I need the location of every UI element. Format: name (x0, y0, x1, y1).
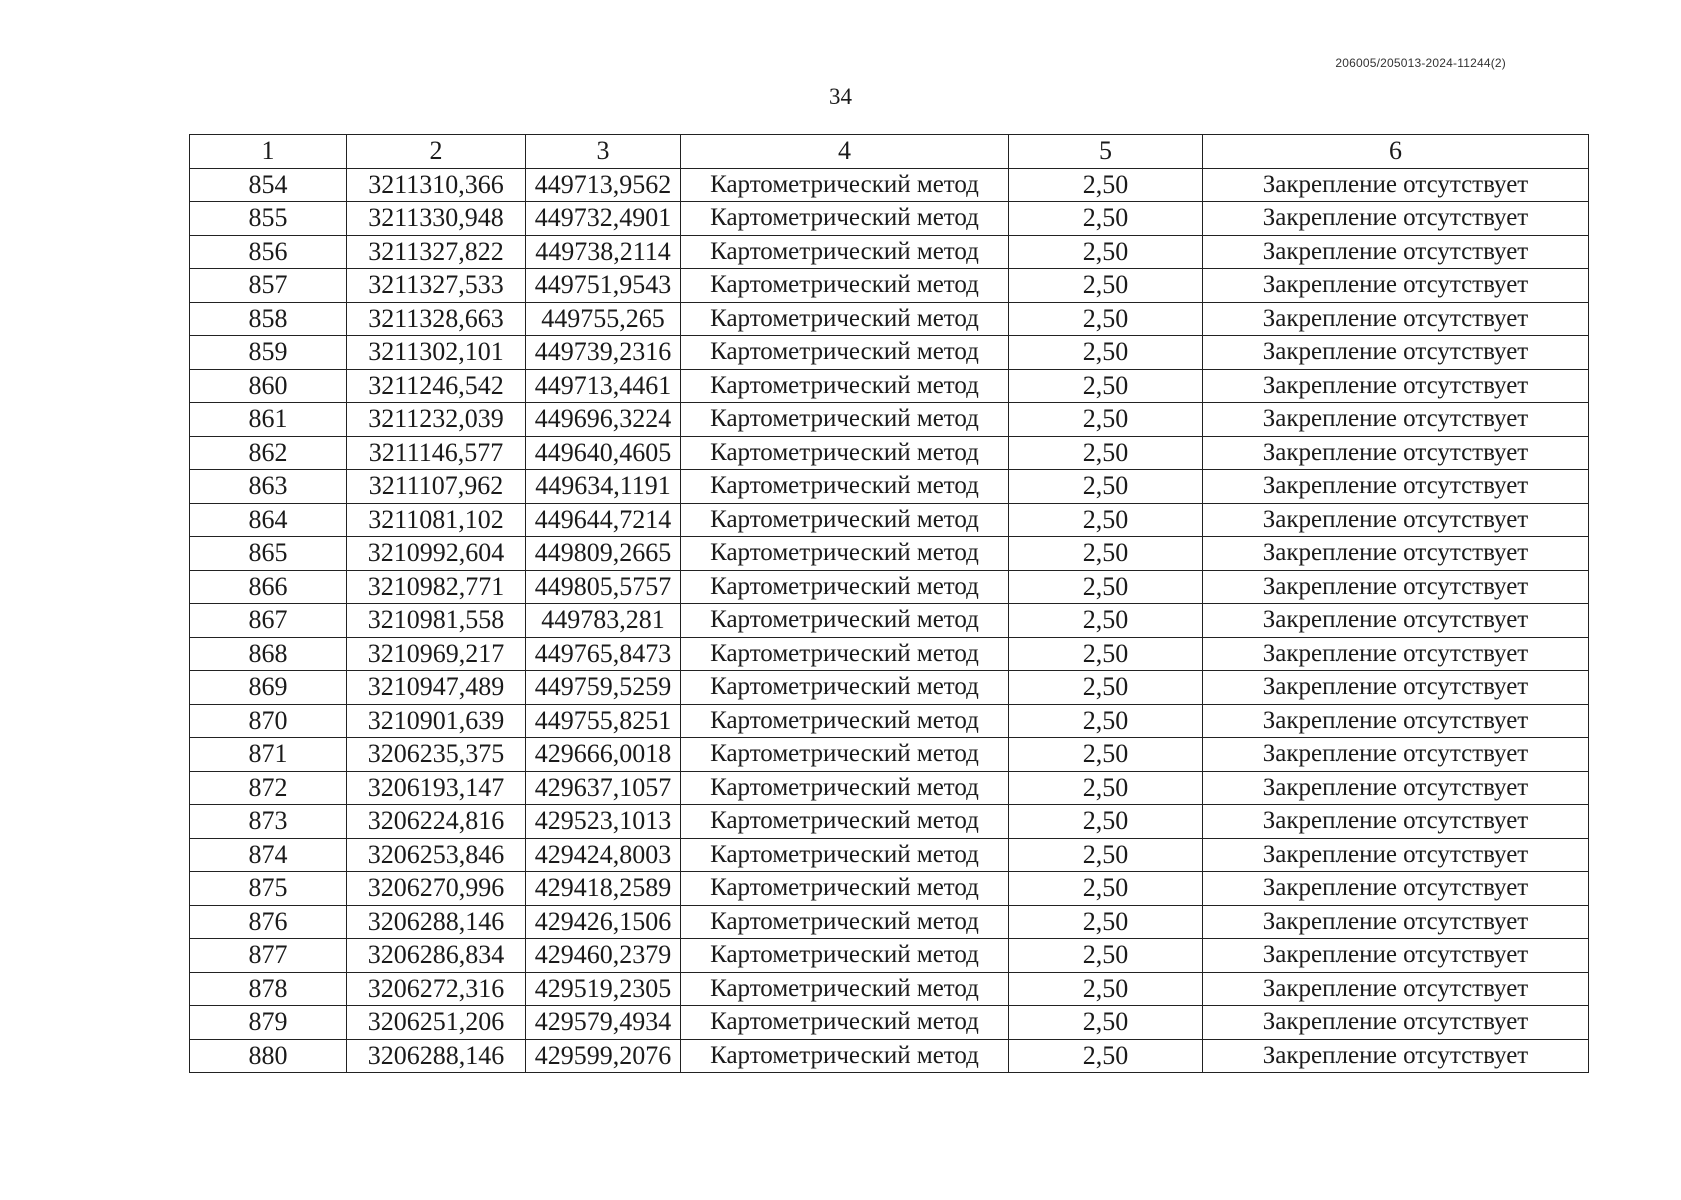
table-header-row (190, 135, 1589, 169)
accuracy-cell: 2,50 (1009, 771, 1203, 805)
x-coordinate-cell: 3206224,816 (347, 805, 526, 839)
table-row (190, 302, 1589, 336)
table-row (190, 570, 1589, 604)
accuracy-cell: 2,50 (1009, 738, 1203, 772)
fixation-cell: Закрепление отсутствует (1203, 503, 1589, 537)
fixation-cell: Закрепление отсутствует (1203, 570, 1589, 604)
x-coordinate-cell: 3206253,846 (347, 838, 526, 872)
method-cell: Картометрический метод (681, 805, 1009, 839)
fixation-cell: Закрепление отсутствует (1203, 302, 1589, 336)
fixation-cell: Закрепление отсутствует (1203, 637, 1589, 671)
fixation-cell: Закрепление отсутствует (1203, 671, 1589, 705)
fixation-cell: Закрепление отсутствует (1203, 905, 1589, 939)
method-cell: Картометрический метод (681, 403, 1009, 437)
y-coordinate-cell: 429426,1506 (526, 905, 681, 939)
accuracy-cell: 2,50 (1009, 972, 1203, 1006)
point-number-cell: 858 (190, 302, 347, 336)
y-coordinate-cell: 449765,8473 (526, 637, 681, 671)
x-coordinate-cell: 3211146,577 (347, 436, 526, 470)
fixation-cell: Закрепление отсутствует (1203, 235, 1589, 269)
table-row (190, 939, 1589, 973)
accuracy-cell: 2,50 (1009, 1039, 1203, 1073)
x-coordinate-cell: 3211232,039 (347, 403, 526, 437)
y-coordinate-cell: 449738,2114 (526, 235, 681, 269)
table-row (190, 1039, 1589, 1073)
method-cell: Картометрический метод (681, 503, 1009, 537)
y-coordinate-cell: 449755,8251 (526, 704, 681, 738)
fixation-cell: Закрепление отсутствует (1203, 1039, 1589, 1073)
y-coordinate-cell: 429519,2305 (526, 972, 681, 1006)
accuracy-cell: 2,50 (1009, 269, 1203, 303)
point-number-cell: 874 (190, 838, 347, 872)
x-coordinate-cell: 3211327,533 (347, 269, 526, 303)
y-coordinate-cell: 449751,9543 (526, 269, 681, 303)
point-number-cell: 879 (190, 1006, 347, 1040)
x-coordinate-cell: 3210982,771 (347, 570, 526, 604)
method-cell: Картометрический метод (681, 235, 1009, 269)
fixation-cell: Закрепление отсутствует (1203, 537, 1589, 571)
method-cell: Картометрический метод (681, 604, 1009, 638)
accuracy-cell: 2,50 (1009, 939, 1203, 973)
fixation-cell: Закрепление отсутствует (1203, 168, 1589, 202)
point-number-cell: 866 (190, 570, 347, 604)
method-cell: Картометрический метод (681, 202, 1009, 236)
accuracy-cell: 2,50 (1009, 604, 1203, 638)
x-coordinate-cell: 3211330,948 (347, 202, 526, 236)
point-number-cell: 855 (190, 202, 347, 236)
point-number-cell: 863 (190, 470, 347, 504)
y-coordinate-cell: 429666,0018 (526, 738, 681, 772)
method-cell: Картометрический метод (681, 939, 1009, 973)
y-coordinate-cell: 449755,265 (526, 302, 681, 336)
table-row (190, 972, 1589, 1006)
fixation-cell: Закрепление отсутствует (1203, 704, 1589, 738)
method-cell: Картометрический метод (681, 738, 1009, 772)
table-row (190, 771, 1589, 805)
fixation-cell: Закрепление отсутствует (1203, 872, 1589, 906)
x-coordinate-cell: 3211246,542 (347, 369, 526, 403)
accuracy-cell: 2,50 (1009, 671, 1203, 705)
table-row (190, 436, 1589, 470)
header-cell: 3 (526, 135, 681, 169)
method-cell: Картометрический метод (681, 1039, 1009, 1073)
y-coordinate-cell: 449783,281 (526, 604, 681, 638)
x-coordinate-cell: 3211328,663 (347, 302, 526, 336)
method-cell: Картометрический метод (681, 302, 1009, 336)
x-coordinate-cell: 3206288,146 (347, 905, 526, 939)
y-coordinate-cell: 429523,1013 (526, 805, 681, 839)
table-row (190, 1006, 1589, 1040)
x-coordinate-cell: 3206193,147 (347, 771, 526, 805)
header-cell: 4 (681, 135, 1009, 169)
x-coordinate-cell: 3210992,604 (347, 537, 526, 571)
x-coordinate-cell: 3206251,206 (347, 1006, 526, 1040)
point-number-cell: 877 (190, 939, 347, 973)
method-cell: Картометрический метод (681, 537, 1009, 571)
point-number-cell: 868 (190, 637, 347, 671)
fixation-cell: Закрепление отсутствует (1203, 805, 1589, 839)
table-body (190, 135, 1589, 1073)
x-coordinate-cell: 3206272,316 (347, 972, 526, 1006)
fixation-cell: Закрепление отсутствует (1203, 470, 1589, 504)
accuracy-cell: 2,50 (1009, 436, 1203, 470)
fixation-cell: Закрепление отсутствует (1203, 269, 1589, 303)
point-number-cell: 873 (190, 805, 347, 839)
table-row (190, 369, 1589, 403)
table-row (190, 604, 1589, 638)
header-cell: 5 (1009, 135, 1203, 169)
x-coordinate-cell: 3210947,489 (347, 671, 526, 705)
accuracy-cell: 2,50 (1009, 704, 1203, 738)
table-row (190, 503, 1589, 537)
fixation-cell: Закрепление отсутствует (1203, 1006, 1589, 1040)
method-cell: Картометрический метод (681, 671, 1009, 705)
fixation-cell: Закрепление отсутствует (1203, 972, 1589, 1006)
table-row (190, 269, 1589, 303)
point-number-cell: 864 (190, 503, 347, 537)
accuracy-cell: 2,50 (1009, 537, 1203, 571)
point-number-cell: 869 (190, 671, 347, 705)
accuracy-cell: 2,50 (1009, 202, 1203, 236)
accuracy-cell: 2,50 (1009, 637, 1203, 671)
fixation-cell: Закрепление отсутствует (1203, 403, 1589, 437)
fixation-cell: Закрепление отсутствует (1203, 939, 1589, 973)
y-coordinate-cell: 449809,2665 (526, 537, 681, 571)
method-cell: Картометрический метод (681, 637, 1009, 671)
document-id: 206005/205013-2024-11244(2) (1335, 56, 1506, 70)
table-row (190, 671, 1589, 705)
table-row (190, 537, 1589, 571)
x-coordinate-cell: 3210969,217 (347, 637, 526, 671)
x-coordinate-cell: 3211302,101 (347, 336, 526, 370)
header-cell: 2 (347, 135, 526, 169)
x-coordinate-cell: 3210901,639 (347, 704, 526, 738)
table-row (190, 637, 1589, 671)
coordinates-table-container (189, 134, 1588, 1073)
accuracy-cell: 2,50 (1009, 168, 1203, 202)
method-cell: Картометрический метод (681, 436, 1009, 470)
y-coordinate-cell: 449759,5259 (526, 671, 681, 705)
accuracy-cell: 2,50 (1009, 403, 1203, 437)
y-coordinate-cell: 449644,7214 (526, 503, 681, 537)
accuracy-cell: 2,50 (1009, 570, 1203, 604)
method-cell: Картометрический метод (681, 369, 1009, 403)
method-cell: Картометрический метод (681, 336, 1009, 370)
x-coordinate-cell: 3206286,834 (347, 939, 526, 973)
fixation-cell: Закрепление отсутствует (1203, 738, 1589, 772)
table-row (190, 235, 1589, 269)
x-coordinate-cell: 3210981,558 (347, 604, 526, 638)
point-number-cell: 857 (190, 269, 347, 303)
accuracy-cell: 2,50 (1009, 235, 1203, 269)
accuracy-cell: 2,50 (1009, 838, 1203, 872)
point-number-cell: 880 (190, 1039, 347, 1073)
table-row (190, 905, 1589, 939)
header-cell: 1 (190, 135, 347, 169)
point-number-cell: 860 (190, 369, 347, 403)
table-row (190, 805, 1589, 839)
fixation-cell: Закрепление отсутствует (1203, 369, 1589, 403)
y-coordinate-cell: 429460,2379 (526, 939, 681, 973)
accuracy-cell: 2,50 (1009, 336, 1203, 370)
y-coordinate-cell: 449805,5757 (526, 570, 681, 604)
y-coordinate-cell: 429424,8003 (526, 838, 681, 872)
point-number-cell: 861 (190, 403, 347, 437)
point-number-cell: 854 (190, 168, 347, 202)
x-coordinate-cell: 3206288,146 (347, 1039, 526, 1073)
accuracy-cell: 2,50 (1009, 369, 1203, 403)
y-coordinate-cell: 429637,1057 (526, 771, 681, 805)
point-number-cell: 878 (190, 972, 347, 1006)
method-cell: Картометрический метод (681, 704, 1009, 738)
coordinates-table (189, 134, 1589, 1073)
method-cell: Картометрический метод (681, 972, 1009, 1006)
table-row (190, 738, 1589, 772)
table-row (190, 704, 1589, 738)
y-coordinate-cell: 449696,3224 (526, 403, 681, 437)
table-row (190, 403, 1589, 437)
accuracy-cell: 2,50 (1009, 805, 1203, 839)
table-row (190, 202, 1589, 236)
y-coordinate-cell: 449713,9562 (526, 168, 681, 202)
table-row (190, 336, 1589, 370)
y-coordinate-cell: 429579,4934 (526, 1006, 681, 1040)
y-coordinate-cell: 449732,4901 (526, 202, 681, 236)
x-coordinate-cell: 3206270,996 (347, 872, 526, 906)
accuracy-cell: 2,50 (1009, 302, 1203, 336)
method-cell: Картометрический метод (681, 168, 1009, 202)
y-coordinate-cell: 449640,4605 (526, 436, 681, 470)
y-coordinate-cell: 449713,4461 (526, 369, 681, 403)
page-number: 34 (829, 84, 852, 109)
point-number-cell: 867 (190, 604, 347, 638)
accuracy-cell: 2,50 (1009, 905, 1203, 939)
fixation-cell: Закрепление отсутствует (1203, 604, 1589, 638)
fixation-cell: Закрепление отсутствует (1203, 838, 1589, 872)
fixation-cell: Закрепление отсутствует (1203, 436, 1589, 470)
x-coordinate-cell: 3211310,366 (347, 168, 526, 202)
method-cell: Картометрический метод (681, 838, 1009, 872)
table-row (190, 838, 1589, 872)
point-number-cell: 856 (190, 235, 347, 269)
x-coordinate-cell: 3211107,962 (347, 470, 526, 504)
y-coordinate-cell: 449739,2316 (526, 336, 681, 370)
point-number-cell: 871 (190, 738, 347, 772)
header-cell: 6 (1203, 135, 1589, 169)
table-row (190, 872, 1589, 906)
method-cell: Картометрический метод (681, 470, 1009, 504)
point-number-cell: 859 (190, 336, 347, 370)
fixation-cell: Закрепление отсутствует (1203, 336, 1589, 370)
x-coordinate-cell: 3211327,822 (347, 235, 526, 269)
x-coordinate-cell: 3211081,102 (347, 503, 526, 537)
point-number-cell: 875 (190, 872, 347, 906)
fixation-cell: Закрепление отсутствует (1203, 771, 1589, 805)
method-cell: Картометрический метод (681, 771, 1009, 805)
y-coordinate-cell: 449634,1191 (526, 470, 681, 504)
y-coordinate-cell: 429418,2589 (526, 872, 681, 906)
accuracy-cell: 2,50 (1009, 503, 1203, 537)
method-cell: Картометрический метод (681, 905, 1009, 939)
accuracy-cell: 2,50 (1009, 1006, 1203, 1040)
accuracy-cell: 2,50 (1009, 470, 1203, 504)
point-number-cell: 862 (190, 436, 347, 470)
x-coordinate-cell: 3206235,375 (347, 738, 526, 772)
method-cell: Картометрический метод (681, 1006, 1009, 1040)
y-coordinate-cell: 429599,2076 (526, 1039, 681, 1073)
method-cell: Картометрический метод (681, 269, 1009, 303)
method-cell: Картометрический метод (681, 872, 1009, 906)
point-number-cell: 865 (190, 537, 347, 571)
point-number-cell: 872 (190, 771, 347, 805)
accuracy-cell: 2,50 (1009, 872, 1203, 906)
table-row (190, 168, 1589, 202)
fixation-cell: Закрепление отсутствует (1203, 202, 1589, 236)
point-number-cell: 870 (190, 704, 347, 738)
point-number-cell: 876 (190, 905, 347, 939)
method-cell: Картометрический метод (681, 570, 1009, 604)
table-row (190, 470, 1589, 504)
